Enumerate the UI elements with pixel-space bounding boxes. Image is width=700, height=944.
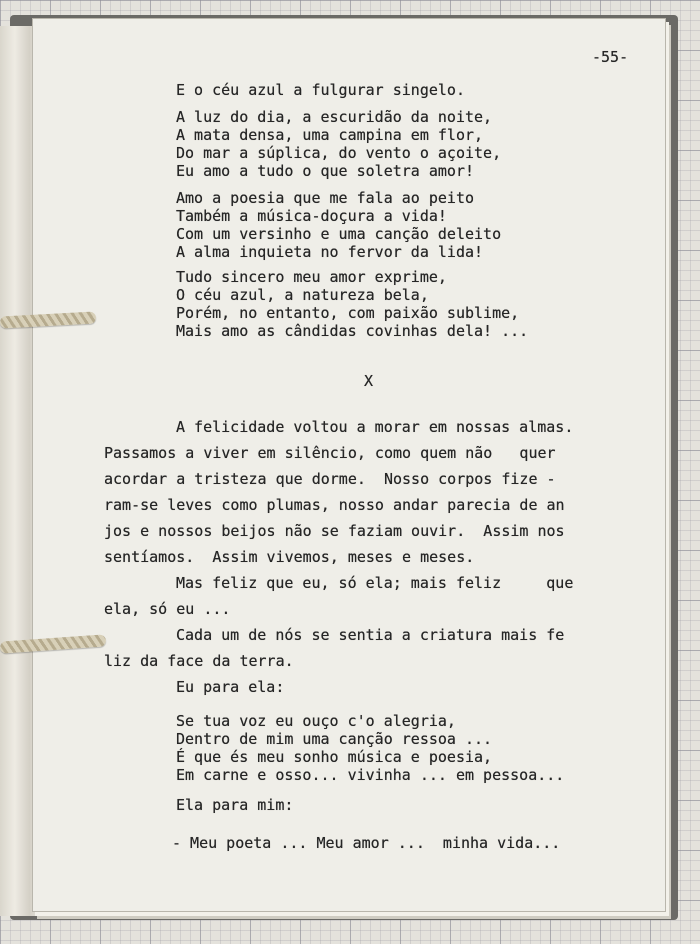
verse-line: Se tua voz eu ouço c'o alegria,: [176, 712, 456, 730]
verse-line: O céu azul, a natureza bela,: [176, 286, 429, 304]
verse-line: Eu amo a tudo o que soletra amor!: [176, 162, 475, 180]
prose-line: ela, só eu ...: [104, 600, 231, 618]
verse-line: Em carne e osso... vivinha ... em pessoa...: [176, 766, 565, 784]
verse-line: Mais amo as cândidas covinhas dela! ...: [176, 322, 529, 340]
verse-line: Com um versinho e uma canção deleito: [176, 225, 502, 243]
closing-line: Ela para mim:: [176, 796, 294, 814]
prose-line: liz da face da terra.: [104, 652, 294, 670]
verse-line: Do mar a súplica, do vento o açoite,: [176, 144, 502, 162]
verse-line: Dentro de mim uma canção ressoa ...: [176, 730, 493, 748]
prose-line: A felicidade voltou a morar em nossas almas.: [176, 418, 574, 436]
prose-line: ram-se leves como plumas, nosso andar parecia de an: [104, 496, 565, 514]
closing-line: - Meu poeta ... Meu amor ... minha vida...: [172, 834, 561, 852]
verse-line: A luz do dia, a escuridão da noite,: [176, 108, 493, 126]
prose-line: Mas feliz que eu, só ela; mais feliz que: [176, 574, 574, 592]
verse-line: Porém, no entanto, com paixão sublime,: [176, 304, 520, 322]
prose-line: acordar a tristeza que dorme. Nosso corpos fize -: [104, 470, 556, 488]
verse-line: Também a música-doçura a vida!: [176, 207, 447, 225]
prose-line: sentíamos. Assim vivemos, meses e meses.: [104, 548, 475, 566]
verse-line: A alma inquieta no fervor da lida!: [176, 243, 484, 261]
prose-line: jos e nossos beijos não se faziam ouvir. Assim nos: [104, 522, 565, 540]
section-marker: X: [364, 372, 374, 390]
verse-line: É que és meu sonho música e poesia,: [176, 748, 493, 766]
page-number: -55-: [592, 48, 629, 66]
verse-line: E o céu azul a fulgurar singelo.: [176, 81, 465, 99]
verse-line: Amo a poesia que me fala ao peito: [176, 189, 475, 207]
prose-line: Eu para ela:: [176, 678, 285, 696]
verse-line: A mata densa, uma campina em flor,: [176, 126, 484, 144]
verse-line: Tudo sincero meu amor exprime,: [176, 268, 447, 286]
prose-line: Cada um de nós se sentia a criatura mais fe: [176, 626, 565, 644]
prose-line: Passamos a viver em silêncio, como quem não quer: [104, 444, 556, 462]
